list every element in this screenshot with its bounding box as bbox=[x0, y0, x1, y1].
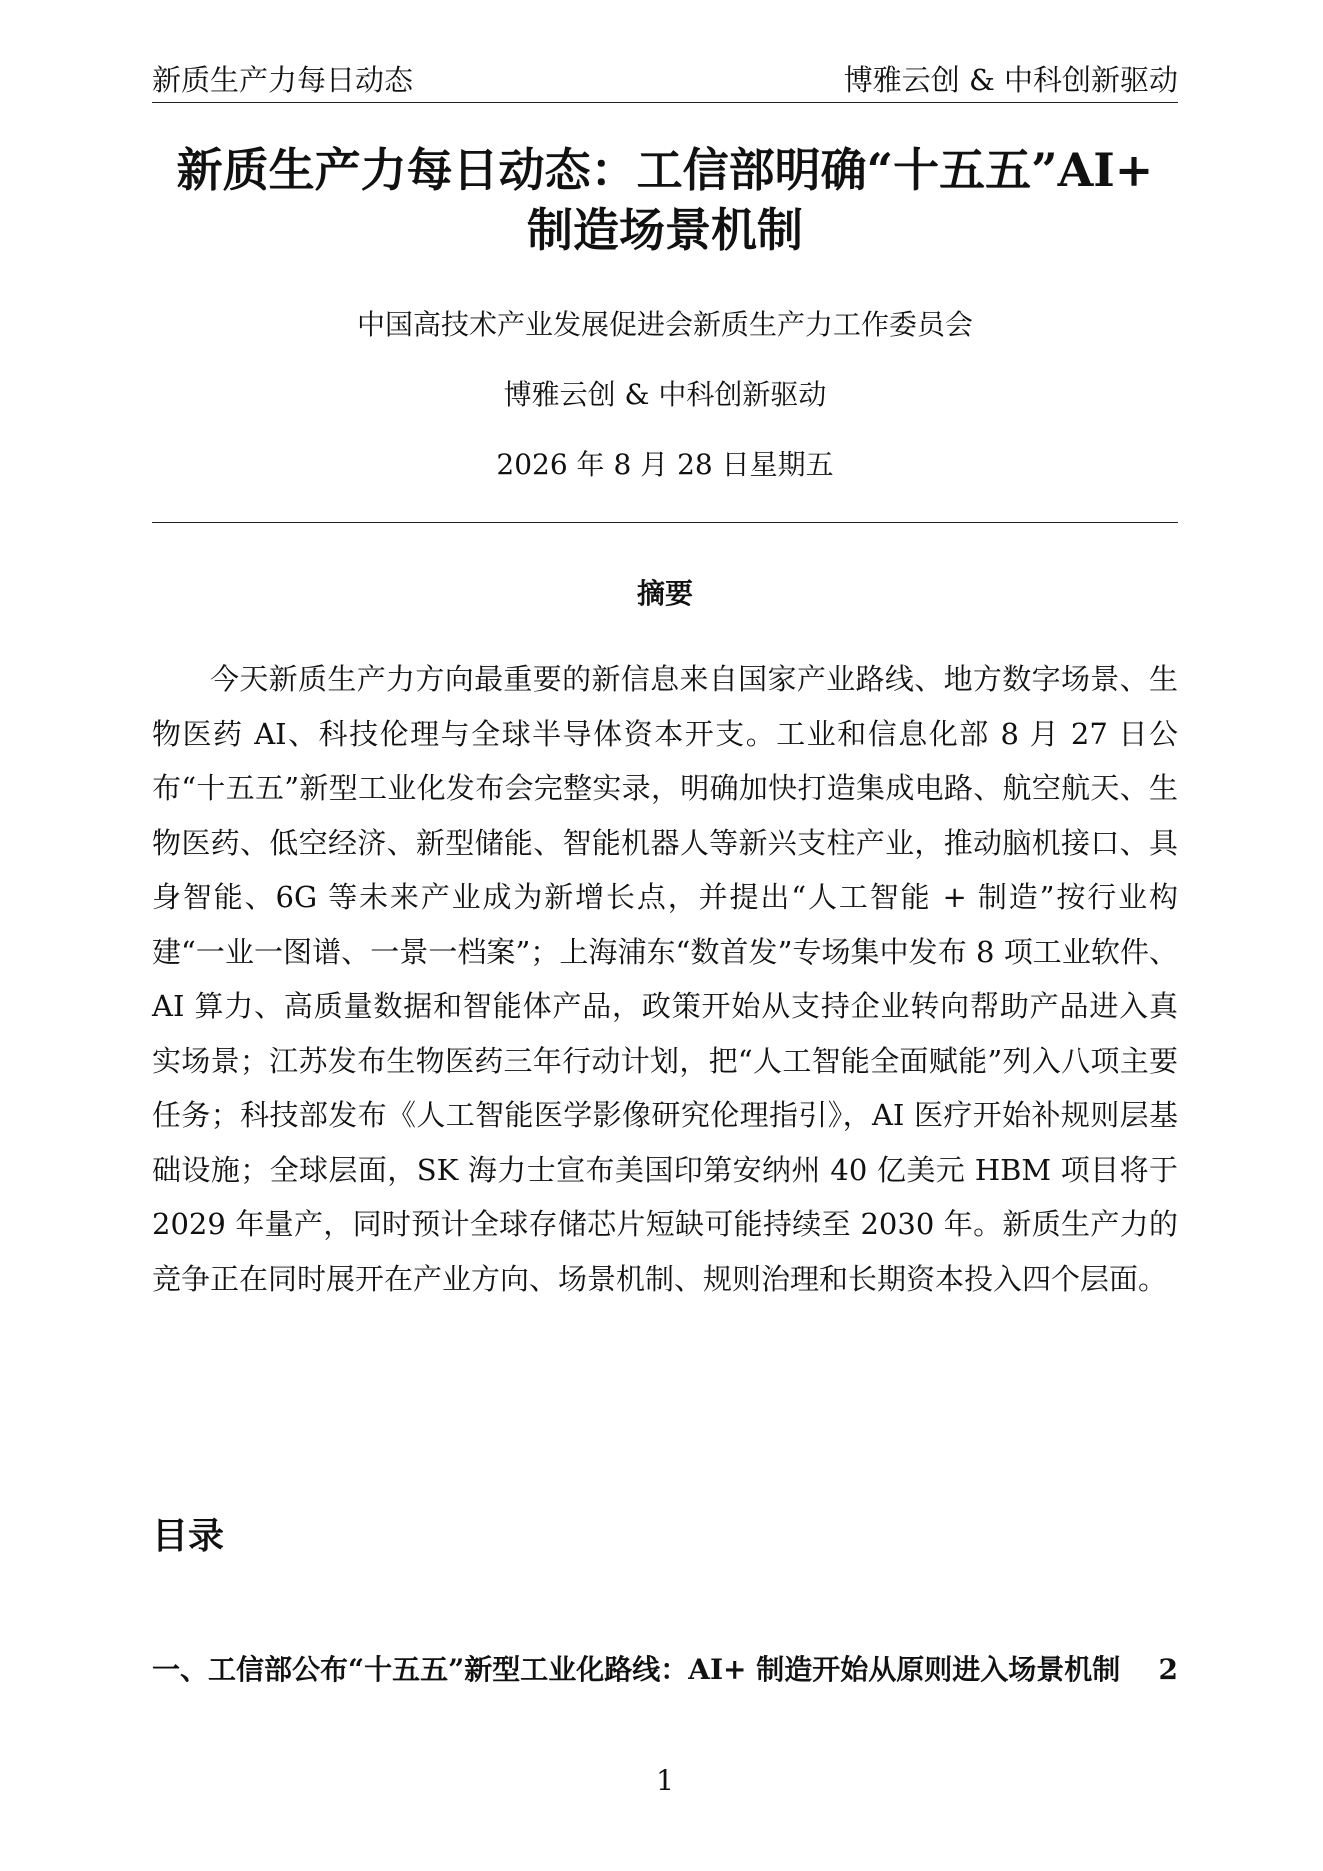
title-divider bbox=[152, 522, 1178, 523]
header-right-publisher: 博雅云创 & 中科创新驱动 bbox=[843, 63, 1178, 97]
abstract-body: 今天新质生产力方向最重要的新信息来自国家产业路线、地方数字场景、生物医药 AI、科技伦理与全球半导体资本开支。工业和信息化部 8 月 27 日公布“十五五”新型工业化发布会完整实录，明确加快打造集成电路、航空航天、生物医药、低空经济、新型储能、智能机器人等新兴支柱产业，推动脑机接口、具身智能、6G 等未来产业成为新增长点，并提出“人工智能 + 制造”按行业构建“一业一图谱、一景一档案”；上海浦东“数首发”专场集中发布 8 项工业软件、AI 算力、高质量数据和智能体产品，政策开始从支持企业转向帮助产品进入真实场景；江苏发布生物医药三年行动计划，把“人工智能全面赋能”列入八项主要任务；科技部发布《人工智能医学影像研究伦理指引》，AI 医疗开始补规则层基础设施；全球层面，SK 海力士宣布美国印第安纳州 40 亿美元 HBM 项目将于 2029 年量产，同时预计全球存储芯片短缺可能持续至 2030 年。新质生产力的竞争正在同时展开在产业方向、场景机制、规则治理和长期资本投入四个层面。 bbox=[152, 662, 1178, 1296]
toc-entry-page[interactable]: 2 bbox=[1158, 1653, 1178, 1686]
page-number: 1 bbox=[656, 1764, 674, 1797]
header-left-title: 新质生产力每日动态 bbox=[152, 63, 414, 97]
abstract-heading: 摘要 bbox=[636, 577, 693, 610]
running-header bbox=[152, 58, 1178, 103]
author-organization: 中国高技术产业发展促进会新质生产力工作委员会 bbox=[356, 308, 973, 341]
publication-date: 2026 年 8 月 28 日星期五 bbox=[496, 448, 834, 481]
document-title: 新质生产力每日动态：工信部明确“十五五”AI+ 制造场景机制 bbox=[176, 143, 1154, 257]
toc-entry-title[interactable]: 一、工信部公布“十五五”新型工业化路线：AI+ 制造开始从原则进入场景机制 bbox=[152, 1653, 1121, 1686]
toc-entry[interactable] bbox=[152, 1640, 1178, 1700]
author-team: 博雅云创 & 中科创新驱动 bbox=[503, 378, 827, 411]
toc-heading: 目录 bbox=[152, 1515, 225, 1557]
